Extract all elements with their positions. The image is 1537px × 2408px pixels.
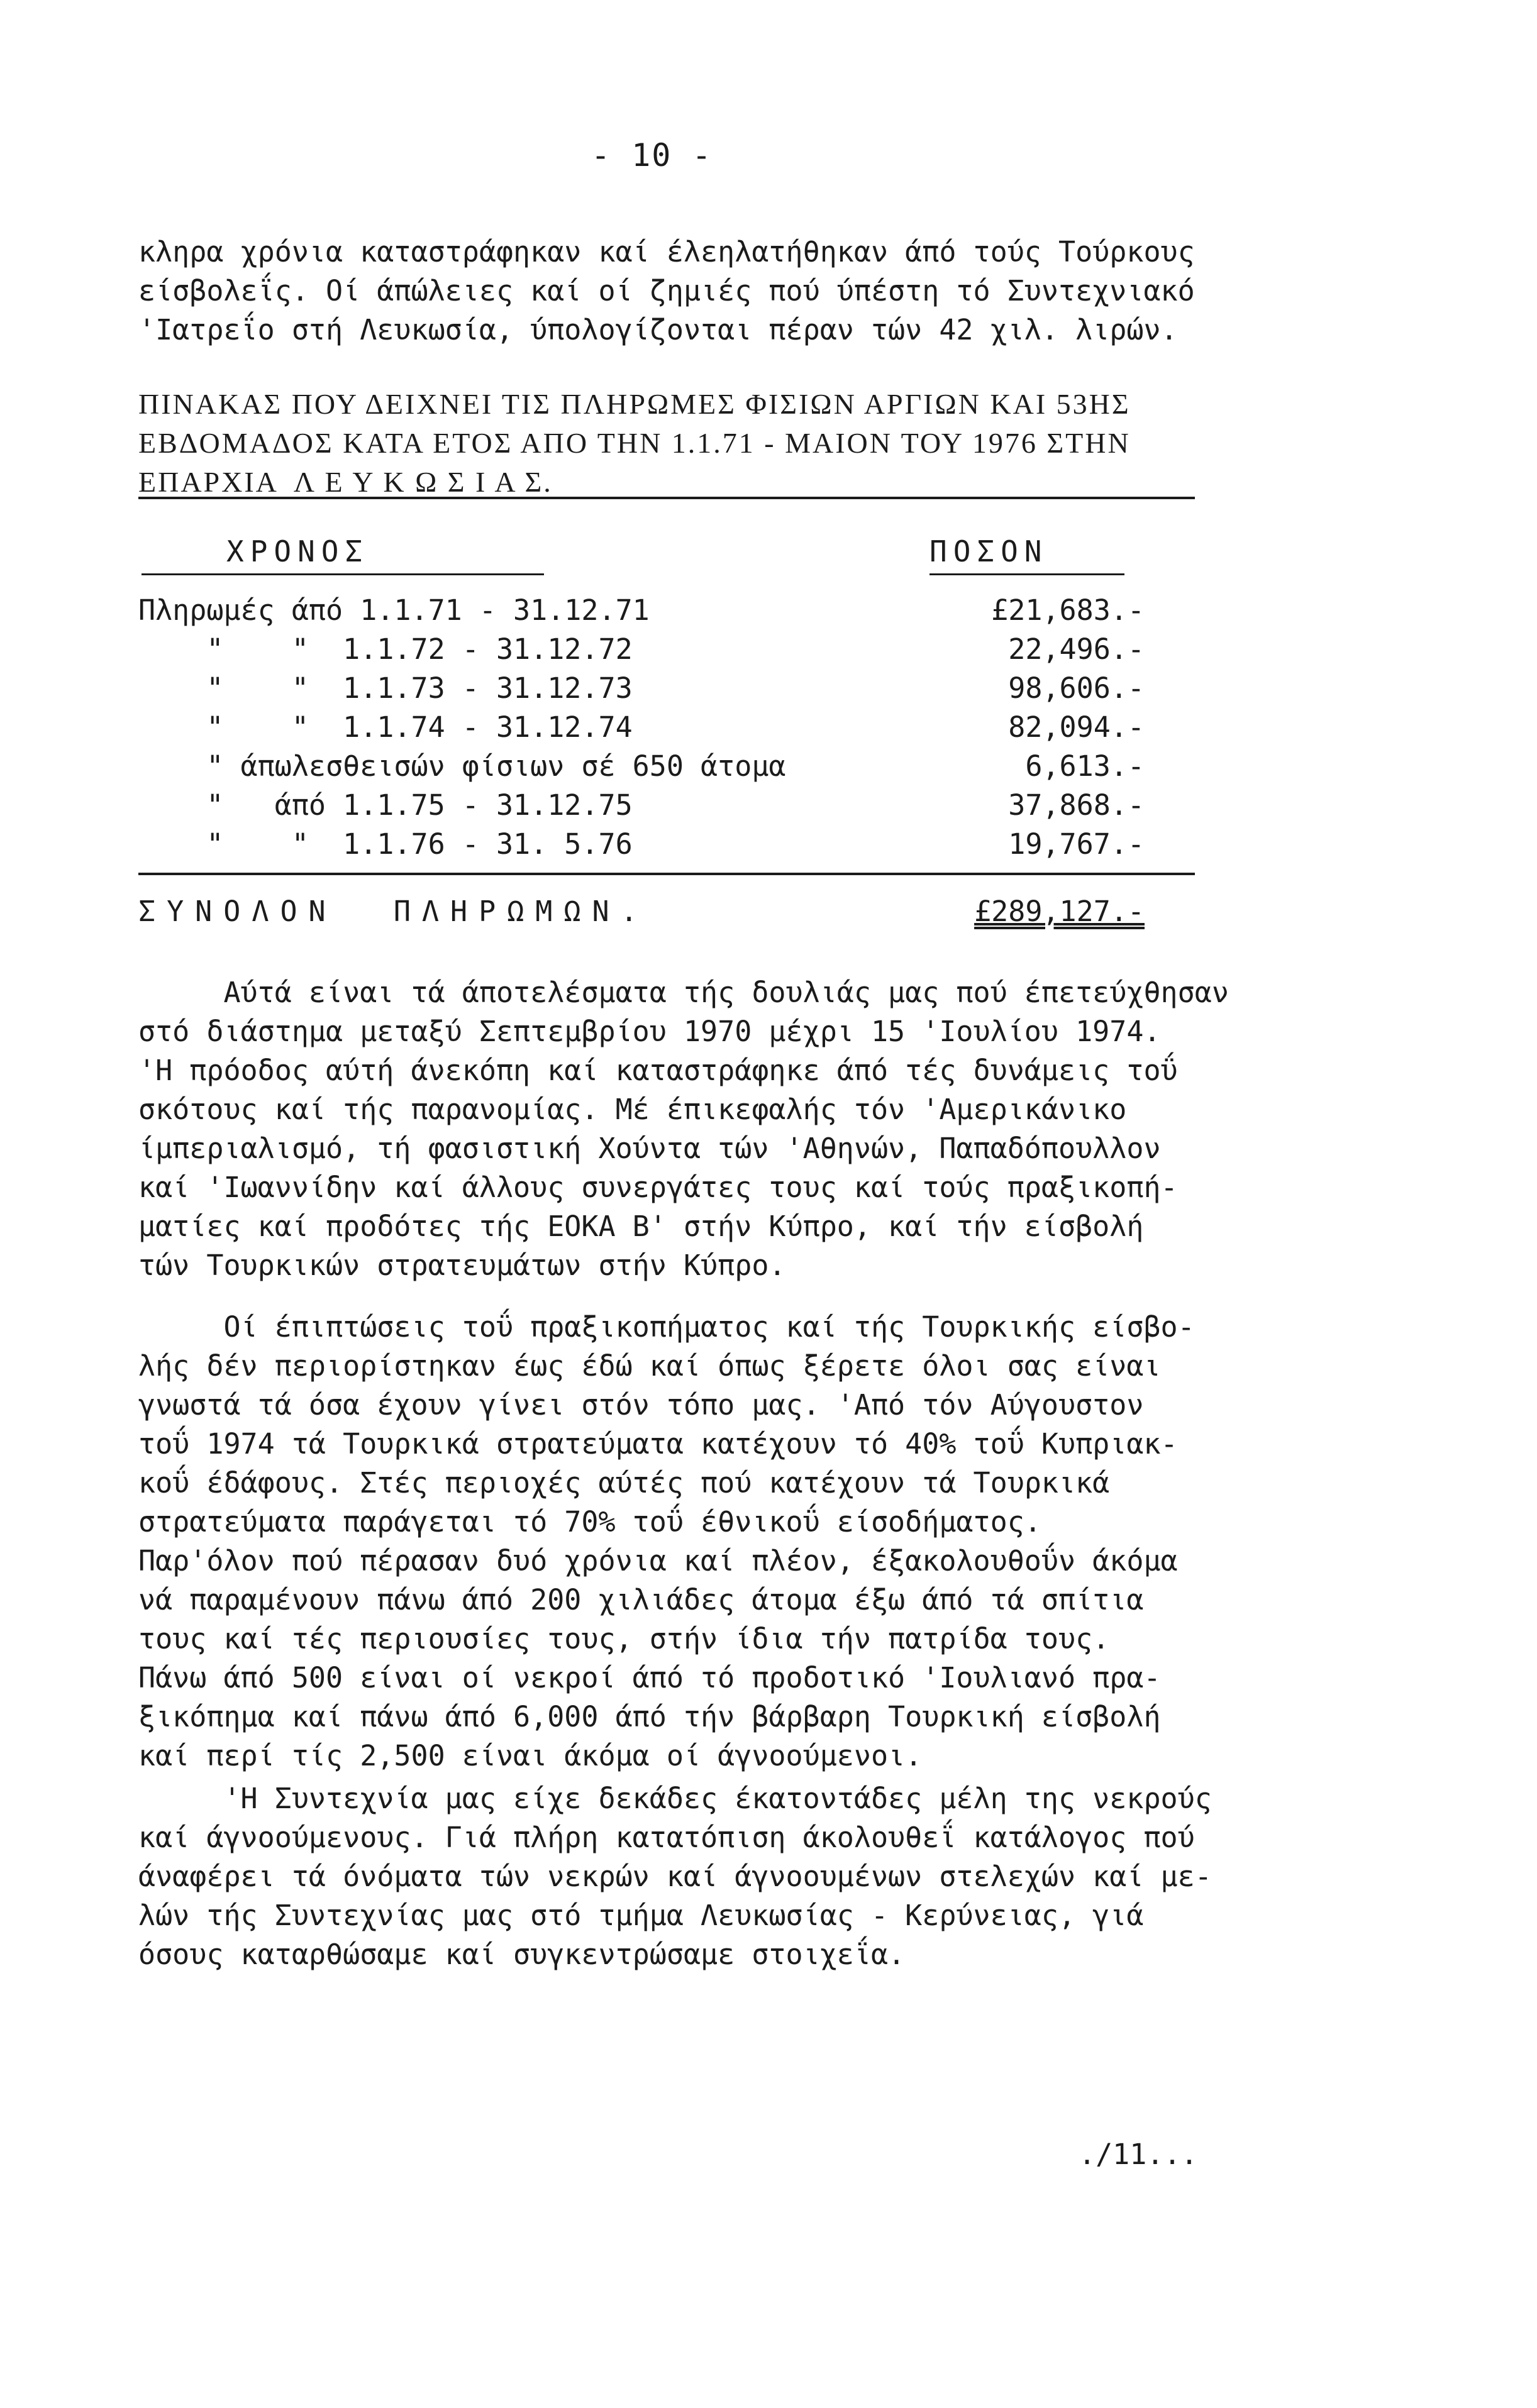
table-row [138,786,1145,825]
paragraph-line: στό διάστημα μεταξύ Σεπτεμβρίου 1970 μέχρι 15 'Ιουλίου 1974. [138,1015,1161,1048]
continuation-marker: ./11... [1079,2138,1198,2171]
paragraph-line: καί 'Ιωαννίδην καί άλλους συνεργάτες τους καί τούς πραξικοπή- [138,1171,1178,1204]
row-label: " " 1.1.74 - 31.12.74 [138,710,633,744]
row-amount: 37,868.- [1008,788,1145,822]
row-amount: £21,683.- [991,594,1145,627]
row-label: " άπό 1.1.75 - 31.12.75 [138,788,633,822]
consequences-paragraph [138,1308,1371,1776]
paragraph-line: τους καί τές περιουσίες τους, στήν ίδια τήν πατρίδα τους. [138,1622,1110,1655]
paragraph-line: όσους καταρθώσαμε καί συγκεντρώσαμε στοιχεΐα. [138,1938,906,1971]
row-label: Πληρωμές άπό 1.1.71 - 31.12.71 [138,594,650,627]
paragraph-line: Πάνω άπό 500 είναι οί νεκροί άπό τό προδοτικό 'Ιουλιανό πρα- [138,1661,1161,1694]
row-amount: 98,606.- [1008,671,1145,705]
intro-line: είσβολεΐς. Οί άπώλειες καί οί ζημιές πού ύπέστη τό Συντεχνιακό [138,274,1195,307]
intro-line: κληρα χρόνια καταστράφηκαν καί έλεηλατήθηκαν άπό τούς Τούρκους [138,235,1195,268]
total-label: ΣΥΝΟΛΟΝ ΠΛΗΡΩΜΩΝ. [138,895,649,928]
table-title-line: ΠΙΝΑΚΑΣ ΠΟΥ ΔΕΙΧΝΕΙ ΤΙΣ ΠΛΗΡΩΜΕΣ ΦΙΣΙΩΝ ΑΡΓΙΩΝ ΚΑΙ 53ΗΣ [138,388,1131,420]
table-row [138,708,1145,747]
total-amount: £289,127.- [974,895,1145,928]
row-label: " " 1.1.73 - 31.12.73 [138,671,633,705]
paragraph-line: λής δέν περιορίστηκαν έως έδώ καί όπως ξέρετε όλοι σας είναι [138,1349,1161,1383]
row-label: " " 1.1.76 - 31. 5.76 [138,827,633,861]
paragraph-line: τοΰ 1974 τά Τουρκικά στρατεύματα κατέχουν τό 40% τοΰ Κυπριακ- [138,1427,1178,1461]
paragraph-line: κοΰ έδάφους. Στές περιοχές αύτές πού κατέχουν τά Τουρκικά [138,1466,1110,1499]
paragraph-line: ξικόπημα καί πάνω άπό 6,000 άπό τήν βάρβαρη Τουρκική είσβολή [138,1700,1161,1733]
paragraph-line: ίμπεριαλισμό, τή φασιστική Χούντα τών 'Αθηνών, Παπαδόπουλλον [138,1132,1161,1165]
table-title [138,385,1371,502]
intro-paragraph [138,233,1371,350]
row-amount: 22,496.- [1008,632,1145,666]
row-label: " " 1.1.72 - 31.12.72 [138,632,633,666]
table-row [138,630,1145,669]
row-amount: 6,613.- [1025,749,1145,783]
table-row [138,591,1145,630]
table-row [138,669,1145,708]
paragraph-line: τών Τουρκικών στρατευμάτων στήν Κύπρο. [138,1249,786,1282]
row-amount: 82,094.- [1008,710,1145,744]
page-number: - 10 - [591,137,713,174]
paragraph-line: άναφέρει τά όνόματα τών νεκρών καί άγνοουμένων στελεχών καί με- [138,1860,1212,1893]
row-label: " άπωλεσθεισών φίσιων σέ 650 άτομα [138,749,786,783]
table-row [138,825,1145,864]
column-header-year: ΧΡΟΝΟΣ [226,534,369,568]
paragraph-line: καί άγνοούμενους. Γιά πλήρη κατατόπιση άκολουθεΐ κατάλογος πού [138,1821,1195,1854]
union-members-paragraph [138,1779,1371,1974]
paragraph-line: σκότους καί τής παρανομίας. Μέ έπικεφαλής τόν 'Αμερικάνικο [138,1093,1127,1126]
paragraph-line: καί περί τίς 2,500 είναι άκόμα οί άγνοούμενοι. [138,1739,923,1772]
total-separator [138,873,1195,875]
table-title-line: ΕΠΑΡΧΙΑ Λ Ε Υ Κ Ω Σ Ι Α Σ. [138,466,553,498]
paragraph-line: νά παραμένουν πάνω άπό 200 χιλιάδες άτομα έξω άπό τά σπίτια [138,1583,1144,1616]
paragraph-line: στρατεύματα παράγεται τό 70% τοΰ έθνικοΰ είσοδήματος. [138,1505,1041,1538]
paragraph-line: Αύτά είναι τά άποτελέσματα τής δουλιάς μας πού έπετεύχθησαν [138,976,1229,1009]
results-paragraph [138,973,1371,1285]
row-amount: 19,767.- [1008,827,1145,861]
paragraph-line: γνωστά τά όσα έχουν γίνει στόν τόπο μας. 'Από τόν Αύγουστον [138,1388,1144,1422]
paragraph-line: 'Η πρόοδος αύτή άνεκόπη καί καταστράφηκε άπό τές δυνάμεις τοΰ [138,1054,1178,1087]
year-header-underline [141,573,544,575]
column-header-amount: ΠΟΣΟΝ [929,534,1048,568]
paragraph-line: 'Η Συντεχνία μας είχε δεκάδες έκατοντάδες μέλη της νεκρούς [138,1782,1212,1815]
paragraph-line: Οί έπιπτώσεις τοΰ πραξικοπήματος καί τής Τουρκικής είσβο- [138,1310,1195,1344]
paragraph-line: Παρ'όλον πού πέρασαν δυό χρόνια καί πλέον, έξακολουθοΰν άκόμα [138,1544,1178,1577]
total-row [138,892,1145,932]
paragraph-line: λών τής Συντεχνίας μας στό τμήμα Λευκωσίας - Κερύνειας, γιά [138,1899,1144,1932]
paragraph-line: ματίες καί προδότες τής ΕΟΚΑ Β' στήν Κύπρο, καί τήν είσβολή [138,1210,1144,1243]
amount-header-underline [929,573,1124,575]
table-title-line: ΕΒΔΟΜΑΔΟΣ ΚΑΤΑ ΕΤΟΣ ΑΠΟ ΤΗΝ 1.1.71 - ΜΑΙΟΝ ΤΟΥ 1976 ΣΤΗΝ [138,427,1131,459]
intro-line: 'Ιατρεΐο στή Λευκωσία, ύπολογίζονται πέραν τών 42 χιλ. λιρών. [138,313,1178,346]
title-underline [138,497,1195,499]
table-row [138,747,1145,786]
